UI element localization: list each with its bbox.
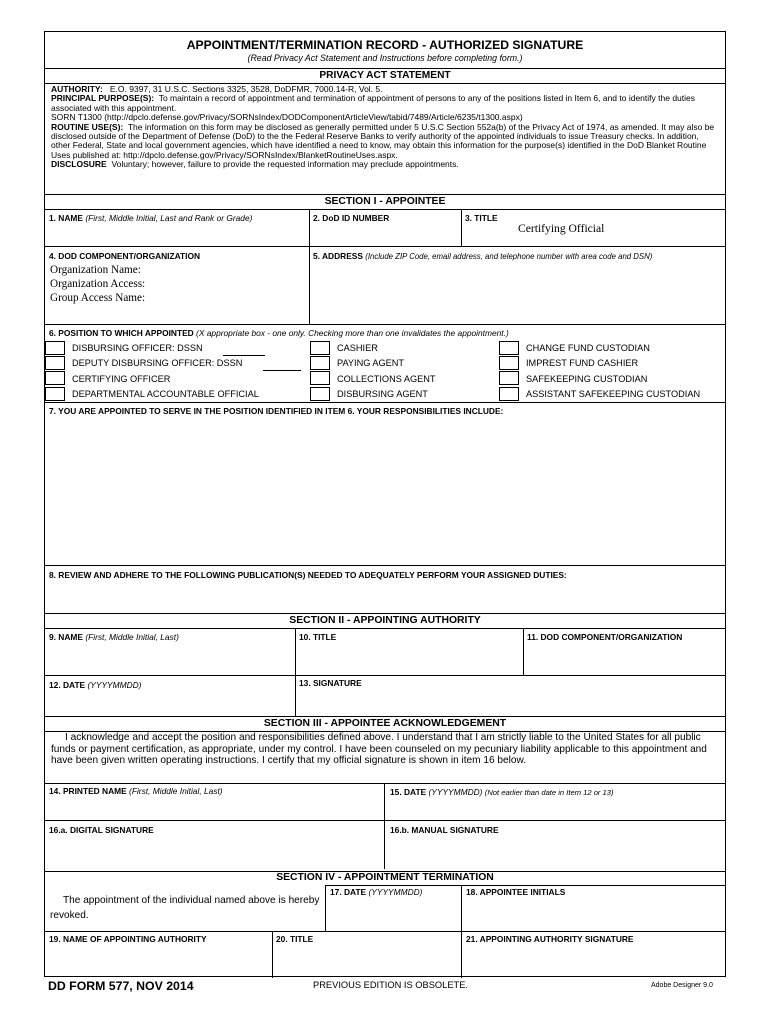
authority-name-input[interactable] (47, 644, 293, 674)
option-imprest-fund-cashier: IMPREST FUND CASHIER (526, 358, 639, 368)
termination-title-input[interactable] (274, 946, 459, 974)
checkbox-paying-agent[interactable] (310, 356, 330, 370)
field-21-label: 21. APPOINTING AUTHORITY SIGNATURE (466, 934, 634, 944)
field-16b-label: 16.b. MANUAL SIGNATURE (390, 825, 499, 835)
option-disbursing-officer: DISBURSING OFFICER: DSSN (72, 343, 203, 353)
appointment-form (44, 31, 726, 977)
field-14-label: 14. PRINTED NAME (First, Middle Initial, Last) (49, 786, 223, 796)
section-4-heading: SECTION IV - APPOINTMENT TERMINATION (276, 872, 494, 883)
checkbox-collections-agent[interactable] (310, 371, 330, 385)
privacy-heading: PRIVACY ACT STATEMENT (319, 70, 451, 81)
checkbox-safekeeping-custodian[interactable] (499, 371, 519, 385)
option-certifying-officer: CERTIFYING OFFICER (72, 374, 171, 384)
option-cashier: CASHIER (337, 343, 378, 353)
authority-text: E.O. 9397, 31 U.S.C. Sections 3325, 3528, DoDFMR, 7000.14-R, Vol. 5. (109, 84, 383, 94)
authority-date-input[interactable] (47, 692, 293, 714)
field-9-label: 9. NAME (First, Middle Initial, Last) (49, 632, 179, 642)
revoke-text: The appointment of the individual named above is hereby revoked. (50, 895, 320, 921)
section-3-heading: SECTION III - APPOINTEE ACKNOWLEDGEMENT (263, 718, 507, 729)
option-paying-agent: PAYING AGENT (337, 358, 405, 368)
form-title: APPOINTMENT/TERMINATION RECORD - AUTHORIZED SIGNATURE (186, 38, 584, 52)
field-11-label: 11. DOD COMPONENT/ORGANIZATION (527, 632, 683, 642)
routine-label: ROUTINE USE(S): (51, 121, 124, 132)
checkbox-change-fund-custodian[interactable] (499, 341, 519, 355)
option-collections-agent: COLLECTIONS AGENT (337, 374, 436, 384)
obsolete-notice: PREVIOUS EDITION IS OBSOLETE. (313, 980, 468, 990)
authority-label: AUTHORITY: (51, 84, 103, 94)
field-20-label: 20. TITLE (276, 934, 314, 944)
appointing-authority-signature-field[interactable] (463, 946, 723, 974)
field-13-label: 13. SIGNATURE (299, 678, 362, 688)
checkbox-imprest-fund-cashier[interactable] (499, 356, 519, 370)
org-values[interactable] (50, 263, 145, 306)
sorn-text[interactable]: SORN T1300 (http://dpclo.defense.gov/Privacy/SORNsIndex/DODComponentArticleView/tabid/7489/Article/6235/t1300.aspx) (51, 112, 523, 123)
checkbox-departmental-accountable-official[interactable] (45, 387, 65, 401)
checkbox-deputy-disbursing-officer[interactable] (45, 356, 65, 370)
field-4-label: 4. DOD COMPONENT/ORGANIZATION (49, 251, 201, 261)
field-17-label: 17. DATE (YYYYMMDD) (330, 887, 423, 897)
ack-date-input[interactable] (387, 799, 723, 819)
title-value[interactable]: Certifying Official (518, 222, 605, 235)
section-1-heading: SECTION I - APPOINTEE (324, 196, 446, 207)
field-6-label: 6. POSITION TO WHICH APPOINTED (X appropriate box - one only. Checking more than one invalidates the appointment.) (49, 328, 509, 338)
option-deputy-disbursing-officer: DEPUTY DISBURSING OFFICER: DSSN (72, 358, 243, 368)
field-18-label: 18. APPOINTEE INITIALS (466, 887, 566, 897)
software-note: Adobe Designer 9.0 (651, 982, 713, 989)
field-8-label: 8. REVIEW AND ADHERE TO THE FOLLOWING PUBLICATION(S) NEEDED TO ADEQUATELY PERFORM YOUR ASSIGNED DUTIES: (49, 570, 567, 580)
routine-text: The information on this form may be disclosed as generally permitted under 5 U.S.C Section 552a(b) of the Privacy Act of 1974, as amended. It may also be disclosed outside of the Department of Defense (DoD) to the the Federal Reserve Banks to verify authority of the appointed individuals to issue Treasury checks. In addition, other Federal, State and local government agencies, which have identified a need to know, may obtain this information for the purpose(s) identified in the DoD Blanket Routine Uses published at: http://dpclo.defense.gov/Privacy/SORNsIndex/BlanketRoutineUses.aspx. (51, 121, 715, 160)
purpose-label: PRINCIPAL PURPOSE(S): (51, 93, 155, 104)
group-access-line: Group Access Name: (50, 292, 146, 305)
checkbox-assistant-safekeeping-custodian[interactable] (499, 387, 519, 401)
field-15-label: 15. DATE (YYYYMMDD) (Not earlier than date in Item 12 or 13) (390, 787, 614, 797)
org-name-line: Organization Name: (50, 264, 141, 276)
form-id: DD FORM 577, NOV 2014 (48, 979, 194, 993)
authority-org-input[interactable] (525, 644, 723, 674)
address-input[interactable] (311, 263, 723, 321)
field-7-label: 7. YOU ARE APPOINTED TO SERVE IN THE POSITION IDENTIFIED IN ITEM 6. YOUR RESPONSIBILITIES INCLUDE: (49, 406, 504, 416)
field-2-label: 2. DoD ID NUMBER (313, 213, 390, 223)
field-19-label: 19. NAME OF APPOINTING AUTHORITY (49, 934, 207, 944)
acknowledgement-text: I acknowledge and accept the position and responsibilities defined above. I understand that I am strictly liable to the United States for all public funds or payment certification, as appropriate, under my control. I have been counseled on my pecuniary liability applicable to this appointment and have been given written operating instructions. I certify that my official signature is shown in item 16 below. (51, 732, 707, 767)
appointing-authority-name-input[interactable] (47, 946, 269, 974)
checkbox-disbursing-officer[interactable] (45, 341, 65, 355)
form-subtitle: (Read Privacy Act Statement and Instructions before completing form.) (247, 53, 523, 63)
checkbox-cashier[interactable] (310, 341, 330, 355)
printed-name-input[interactable] (47, 798, 381, 818)
field-10-label: 10. TITLE (299, 632, 337, 642)
privacy-act-statement (51, 85, 719, 170)
responsibilities-input[interactable] (47, 418, 723, 564)
purpose-text: To maintain a record of appointment and termination of appointment of persons to any of the positions listed in Item 6, and to identify the duties associated with this appointment. (51, 93, 695, 113)
publications-input[interactable] (47, 582, 723, 610)
org-access-line: Organization Access: (50, 278, 146, 291)
dod-id-input[interactable] (311, 225, 459, 245)
digital-signature-field[interactable] (47, 837, 381, 869)
field-12-label: 12. DATE (YYYYMMDD) (49, 680, 142, 690)
name-input[interactable] (47, 225, 307, 245)
manual-signature-field[interactable] (387, 837, 723, 869)
option-change-fund-custodian: CHANGE FUND CUSTODIAN (526, 343, 650, 353)
field-1-label: 1. NAME (First, Middle Initial, Last and Rank or Grade) (49, 213, 253, 223)
termination-date-input[interactable] (327, 899, 459, 929)
option-disbursing-agent: DISBURSING AGENT (337, 389, 428, 399)
field-3-label: 3. TITLE (465, 213, 498, 223)
option-departmental-accountable-official: DEPARTMENTAL ACCOUNTABLE OFFICIAL (72, 389, 259, 399)
checkbox-disbursing-agent[interactable] (310, 387, 330, 401)
authority-title-input[interactable] (297, 644, 521, 674)
option-assistant-safekeeping-custodian: ASSISTANT SAFEKEEPING CUSTODIAN (526, 389, 701, 399)
appointee-initials-input[interactable] (463, 899, 723, 929)
disclosure-label: DISCLOSURE (51, 159, 107, 170)
checkbox-certifying-officer[interactable] (45, 371, 65, 385)
option-safekeeping-custodian: SAFEKEEPING CUSTODIAN (526, 374, 648, 384)
field-16a-label: 16.a. DIGITAL SIGNATURE (49, 825, 154, 835)
section-2-heading: SECTION II - APPOINTING AUTHORITY (289, 615, 481, 626)
authority-signature-field[interactable] (297, 690, 723, 714)
disclosure-text: Voluntary; however, failure to provide the requested information may preclude appointments. (111, 159, 459, 170)
field-5-label: 5. ADDRESS (Include ZIP Code, email address, and telephone number with area code and DSN) (313, 251, 653, 261)
